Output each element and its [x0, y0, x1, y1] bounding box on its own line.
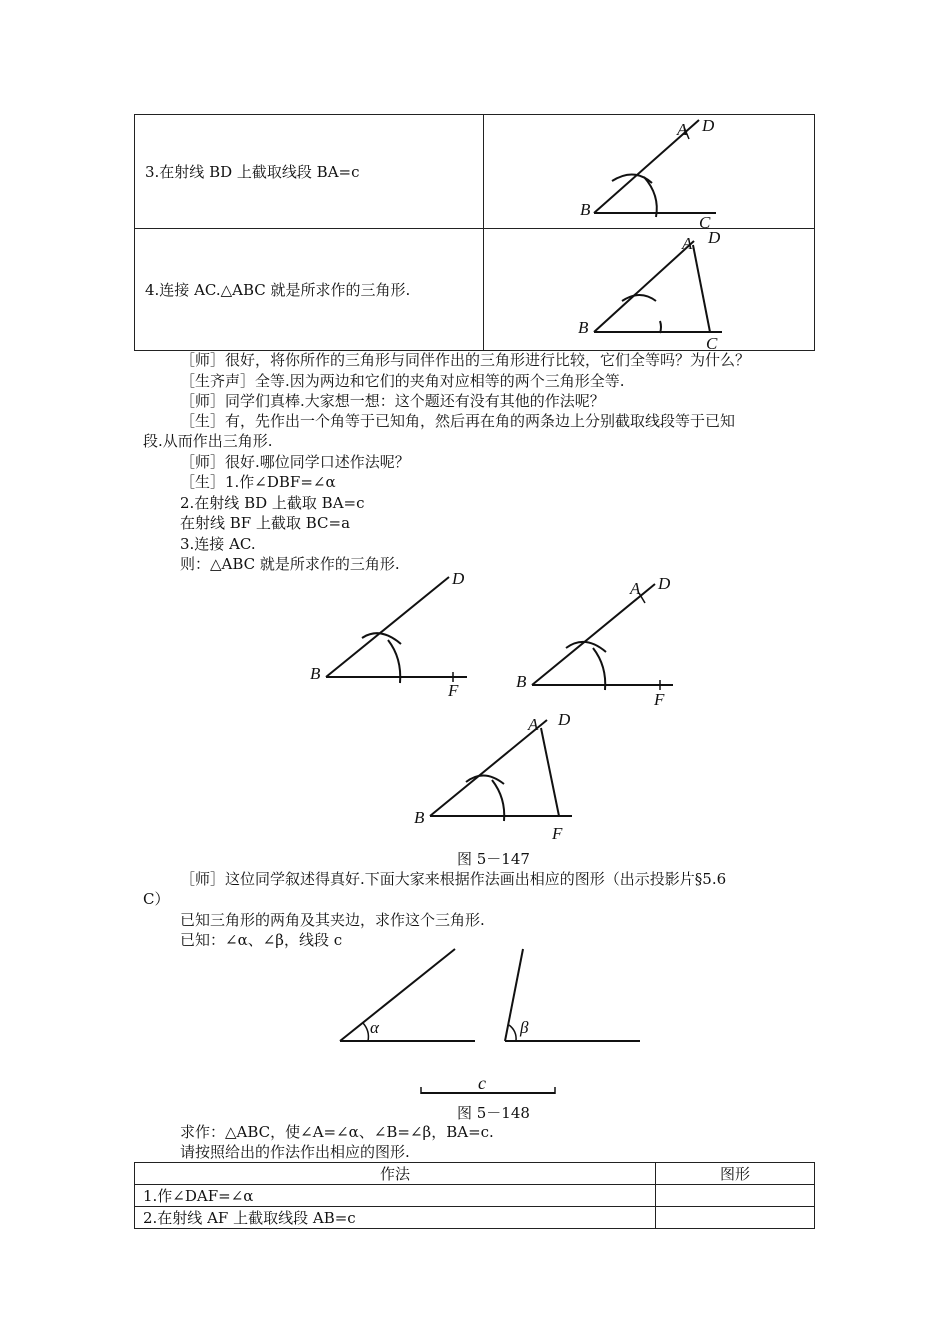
- dialogue-line: C）: [143, 890, 170, 908]
- dialogue-line: ［生齐声］全等.因为两边和它们的夹角对应相等的两个三角形全等.: [180, 372, 625, 390]
- label-A: A: [677, 120, 688, 139]
- step-text: 4.连接 AC.△ABC 就是所求作的三角形.: [145, 281, 411, 299]
- figure-5-148: [330, 945, 650, 1095]
- dialogue-line: ［师］这位同学叙述得真好.下面大家来根据作法画出相应的图形（出示投影片§5.6: [180, 870, 727, 888]
- instruction-text: 请按照给出的作法作出相应的图形.: [180, 1143, 410, 1161]
- segment-c-label: c: [478, 1073, 486, 1093]
- figure-cell: [656, 1207, 815, 1229]
- label-A: A: [630, 579, 641, 598]
- label-C: C: [699, 213, 711, 228]
- dialogue-line: ［生］1.作∠DBF=∠α: [180, 473, 336, 491]
- figure-cell: [484, 115, 815, 229]
- dialogue-line: ［师］很好，将你所作的三角形与同伴作出的三角形进行比较，它们全等吗？为什么？: [180, 351, 751, 369]
- step4-figure: [484, 229, 814, 350]
- dialogue-line: 段.从而作出三角形.: [143, 432, 273, 450]
- step3-figure: [484, 115, 814, 228]
- label-A: A: [528, 715, 539, 734]
- label-B: B: [580, 200, 591, 219]
- dialogue-line: 3.连接 AC.: [180, 535, 256, 553]
- requirement-text: 求作：△ABC，使∠A=∠α、∠B=∠β，BA=c.: [180, 1123, 494, 1141]
- dialogue-line: ［生］有，先作出一个角等于已知角，然后再在角的两条边上分别截取线段等于已知: [180, 412, 736, 430]
- label-F: F: [552, 824, 563, 843]
- dialogue-line: 则：△ABC 就是所求作的三角形.: [180, 555, 400, 573]
- dialogue-line: ［师］同学们真棒.大家想一想：这个题还有没有其他的作法呢？: [180, 392, 605, 410]
- label-D: D: [558, 710, 571, 729]
- label-F: F: [654, 690, 665, 709]
- given-text: 已知：∠α、∠β，线段 c: [180, 931, 343, 949]
- label-B: B: [516, 672, 527, 691]
- label-B: B: [310, 664, 321, 683]
- construction-table-top: [134, 114, 815, 351]
- step-text: 3.在射线 BD 上截取线段 BA=c: [145, 163, 360, 181]
- figure-caption: 图 5－147: [457, 850, 530, 868]
- label-D: D: [658, 574, 671, 593]
- label-B: B: [414, 808, 425, 827]
- label-F: F: [448, 681, 459, 700]
- figure-caption: 图 5－148: [457, 1104, 530, 1122]
- label-D: D: [452, 569, 465, 588]
- problem-statement: 已知三角形的两角及其夹边，求作这个三角形.: [180, 911, 485, 929]
- dialogue-line: 在射线 BF 上截取 BC=a: [180, 514, 351, 532]
- label-D: D: [702, 116, 715, 135]
- figure-5-147: [300, 568, 720, 848]
- beta-label: β: [520, 1018, 529, 1037]
- header-figure: 图形: [656, 1163, 815, 1185]
- dialogue-line: 2.在射线 BD 上截取 BA=c: [180, 494, 365, 512]
- figure-cell: [656, 1185, 815, 1207]
- step-cell: 2.在射线 AF 上截取线段 AB=c: [135, 1207, 656, 1229]
- label-A: A: [682, 234, 693, 253]
- step-cell: [135, 115, 484, 229]
- figure-cell: [484, 229, 815, 351]
- header-method: 作法: [135, 1163, 656, 1185]
- construction-table-bottom: [134, 1162, 815, 1229]
- label-B: B: [578, 318, 589, 337]
- alpha-label: α: [370, 1018, 379, 1037]
- label-D: D: [708, 229, 721, 247]
- label-C: C: [706, 334, 718, 350]
- dialogue-line: ［师］很好.哪位同学口述作法呢？: [180, 453, 410, 471]
- step-cell: [135, 229, 484, 351]
- step-cell: 1.作∠DAF=∠α: [135, 1185, 656, 1207]
